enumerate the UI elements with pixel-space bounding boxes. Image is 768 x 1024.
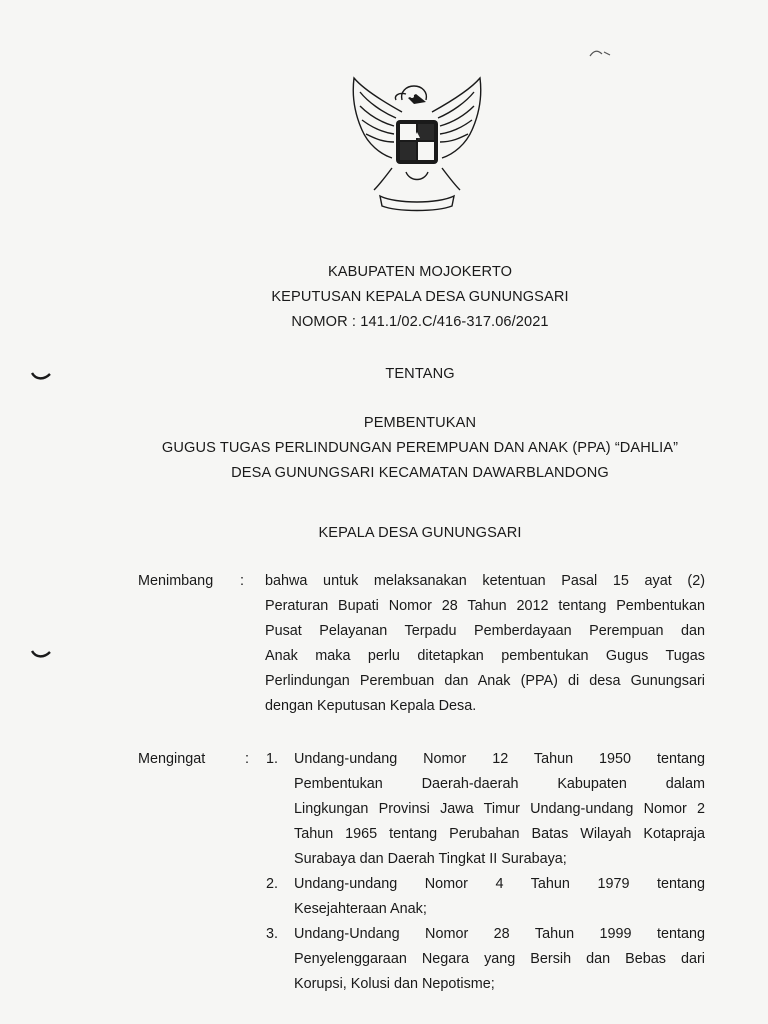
scan-mark-left-bottom bbox=[30, 648, 52, 660]
item-number: 3. bbox=[266, 926, 279, 942]
item-line: Pembentukan Daerah-daerah Kabupaten dalam bbox=[294, 776, 705, 792]
issuer-title: KEPALA DESA GUNUNGSARI bbox=[318, 525, 522, 541]
item-number: 2. bbox=[266, 876, 279, 892]
item-line: Kesejahteraan Anak; bbox=[294, 901, 427, 917]
garuda-emblem-icon bbox=[344, 72, 490, 214]
subject-line-3: DESA GUNUNGSARI KECAMATAN DAWARBLANDONG bbox=[231, 465, 609, 481]
menimbang-line: Pusat Pelayanan Terpadu Pemberdayaan Perempuan dan bbox=[265, 623, 705, 639]
decree-title: KEPUTUSAN KEPALA DESA GUNUNGSARI bbox=[271, 289, 569, 305]
menimbang-colon: : bbox=[240, 573, 244, 589]
menimbang-line: dengan Keputusan Kepala Desa. bbox=[265, 698, 477, 714]
item-line: Tahun 1965 tentang Perubahan Batas Wilayah Kotapraja bbox=[294, 826, 705, 842]
decree-number: NOMOR : 141.1/02.C/416-317.06/2021 bbox=[291, 314, 549, 330]
mengingat-label: Mengingat bbox=[138, 751, 206, 767]
mengingat-colon: : bbox=[245, 751, 249, 767]
scan-mark-left-top bbox=[30, 370, 52, 382]
item-line: Undang-undang Nomor 4 Tahun 1979 tentang bbox=[294, 876, 705, 892]
about-label: TENTANG bbox=[385, 366, 455, 382]
item-line: Undang-Undang Nomor 28 Tahun 1999 tentang bbox=[294, 926, 705, 942]
subject-line-2: GUGUS TUGAS PERLINDUNGAN PEREMPUAN DAN ANAK (PPA) “DAHLIA” bbox=[161, 440, 679, 456]
item-line: Undang-undang Nomor 12 Tahun 1950 tentang bbox=[294, 751, 705, 767]
item-line: Lingkungan Provinsi Jawa Timur Undang-undang Nomor 2 bbox=[294, 801, 705, 817]
menimbang-line: Perlindungan Perembuan dan Anak (PPA) di desa Gunungsari bbox=[265, 673, 705, 689]
item-line: Penyelenggaraan Negara yang Bersih dan Bebas dari bbox=[294, 951, 705, 967]
item-line: Korupsi, Kolusi dan Nepotisme; bbox=[294, 976, 495, 992]
regency-title: KABUPATEN MOJOKERTO bbox=[327, 264, 513, 280]
scan-mark-top-right bbox=[588, 46, 614, 60]
item-line: Surabaya dan Daerah Tingkat II Surabaya; bbox=[294, 851, 567, 867]
menimbang-line: Anak maka perlu ditetapkan pembentukan Gugus Tugas bbox=[265, 648, 705, 664]
subject-line-1: PEMBENTUKAN bbox=[363, 415, 477, 431]
menimbang-line: bahwa untuk melaksanakan ketentuan Pasal 15 ayat (2) bbox=[265, 573, 705, 589]
menimbang-label: Menimbang bbox=[138, 573, 214, 589]
item-number: 1. bbox=[266, 751, 279, 767]
menimbang-line: Peraturan Bupati Nomor 28 Tahun 2012 tentang Pembentukan bbox=[265, 598, 705, 614]
